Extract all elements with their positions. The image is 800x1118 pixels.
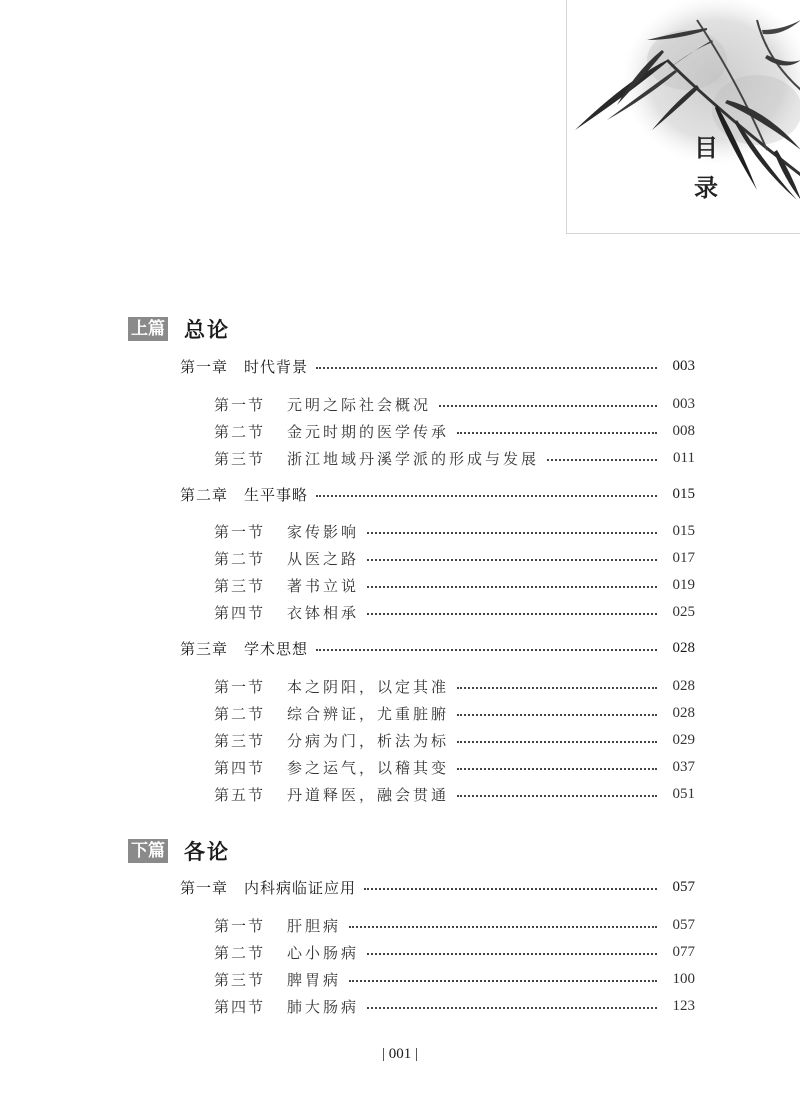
dot-leader [367, 1007, 657, 1009]
section-number: 第四节 [214, 997, 266, 1016]
toc-chapter-entry[interactable] [0, 353, 800, 379]
toc-section-entry[interactable] [0, 673, 800, 699]
toc-section-entry[interactable] [0, 599, 800, 625]
page-number: 028 [672, 639, 695, 656]
dot-leader [349, 926, 657, 928]
section-number: 第三节 [214, 731, 266, 750]
page-number: 057 [672, 916, 695, 933]
section-title: 丹道释医，融会贯通 [287, 785, 450, 804]
dot-leader [439, 405, 657, 407]
page-number: 017 [672, 549, 695, 566]
section-number: 第一节 [214, 916, 266, 935]
bamboo-illustration [566, 0, 800, 234]
section-number: 第三节 [214, 449, 266, 468]
part-heading [128, 314, 230, 344]
dot-leader [367, 532, 657, 534]
section-number: 第二节 [214, 422, 266, 441]
page-folio: | 001 | [381, 1046, 418, 1062]
part-title: 各论 [184, 839, 230, 864]
dot-leader [364, 888, 657, 890]
page-number: 025 [672, 603, 695, 620]
dot-leader [367, 586, 657, 588]
chapter-number: 第二章 [180, 485, 229, 504]
section-title: 元明之际社会概况 [287, 395, 432, 414]
page-number: 028 [672, 677, 695, 694]
section-number: 第五节 [214, 785, 266, 804]
page-number: 028 [672, 704, 695, 721]
chapter-title: 生平事略 [244, 485, 309, 504]
section-title: 肝胆病 [287, 916, 342, 935]
chapter-number: 第一章 [180, 357, 229, 376]
toc-section-entry[interactable] [0, 445, 800, 471]
dot-leader [457, 432, 657, 434]
toc-section-entry[interactable] [0, 518, 800, 544]
section-title: 家传影响 [287, 522, 360, 541]
page-number: 051 [672, 785, 695, 802]
section-title: 从医之路 [287, 549, 360, 568]
page-number: 015 [672, 522, 695, 539]
toc-section-entry[interactable] [0, 418, 800, 444]
toc-section-entry[interactable] [0, 966, 800, 992]
page-number: 123 [672, 997, 695, 1014]
toc-section-entry[interactable] [0, 700, 800, 726]
dot-leader [367, 613, 657, 615]
section-title: 浙江地域丹溪学派的形成与发展 [287, 449, 540, 468]
dot-leader [457, 768, 657, 770]
section-number: 第三节 [214, 970, 266, 989]
part-tag: 上篇 [128, 317, 168, 341]
section-number: 第二节 [214, 943, 266, 962]
toc-section-entry[interactable] [0, 545, 800, 571]
chapter-number: 第三章 [180, 639, 229, 658]
page-number: 100 [672, 970, 695, 987]
part-tag: 下篇 [128, 839, 168, 863]
section-number: 第二节 [214, 549, 266, 568]
page-number: 077 [672, 943, 695, 960]
section-number: 第四节 [214, 758, 266, 777]
dot-leader [547, 459, 657, 461]
toc-chapter-entry[interactable] [0, 481, 800, 507]
page-number: 029 [672, 731, 695, 748]
toc-section-entry[interactable] [0, 391, 800, 417]
page-number: 057 [672, 878, 695, 895]
dot-leader [367, 953, 657, 955]
dot-leader [457, 714, 657, 716]
page-number: 008 [672, 422, 695, 439]
section-number: 第一节 [214, 522, 266, 541]
section-title: 参之运气，以稽其变 [287, 758, 450, 777]
part-title: 总论 [184, 317, 230, 342]
page-number: 003 [672, 395, 695, 412]
page-number: 011 [673, 449, 695, 466]
section-title: 综合辨证，尤重脏腑 [287, 704, 450, 723]
toc-section-entry[interactable] [0, 572, 800, 598]
toc-section-entry[interactable] [0, 912, 800, 938]
section-number: 第四节 [214, 603, 266, 622]
toc-section-entry[interactable] [0, 727, 800, 753]
section-number: 第三节 [214, 576, 266, 595]
toc-section-entry[interactable] [0, 993, 800, 1019]
dot-leader [316, 367, 657, 369]
chapter-title: 学术思想 [244, 639, 309, 658]
section-title: 本之阴阳，以定其准 [287, 677, 450, 696]
dot-leader [316, 495, 657, 497]
page-number: 037 [672, 758, 695, 775]
section-title: 脾胃病 [287, 970, 342, 989]
page-number: 015 [672, 485, 695, 502]
chapter-title: 内科病临证应用 [244, 878, 357, 897]
dot-leader [457, 687, 657, 689]
section-title: 金元时期的医学传承 [287, 422, 450, 441]
section-number: 第一节 [214, 677, 266, 696]
contents-heading [684, 128, 728, 208]
toc-chapter-entry[interactable] [0, 635, 800, 661]
section-title: 分病为门，析法为标 [287, 731, 450, 750]
chapter-number: 第一章 [180, 878, 229, 897]
section-title: 肺大肠病 [287, 997, 360, 1016]
toc-section-entry[interactable] [0, 939, 800, 965]
toc-section-entry[interactable] [0, 754, 800, 780]
section-title: 衣钵相承 [287, 603, 360, 622]
section-title: 心小肠病 [287, 943, 360, 962]
dot-leader [316, 649, 657, 651]
dot-leader [457, 741, 657, 743]
section-number: 第二节 [214, 704, 266, 723]
contents-heading-char: 目 [694, 133, 718, 162]
part-heading [128, 836, 230, 866]
section-title: 著书立说 [287, 576, 360, 595]
page-number: 003 [672, 357, 695, 374]
toc-chapter-entry[interactable] [0, 874, 800, 900]
dot-leader [457, 795, 657, 797]
dot-leader [367, 559, 657, 561]
chapter-title: 时代背景 [244, 357, 309, 376]
toc-section-entry[interactable] [0, 781, 800, 807]
dot-leader [349, 980, 657, 982]
contents-heading-char: 录 [694, 173, 718, 202]
page-number: 019 [672, 576, 695, 593]
section-number: 第一节 [214, 395, 266, 414]
